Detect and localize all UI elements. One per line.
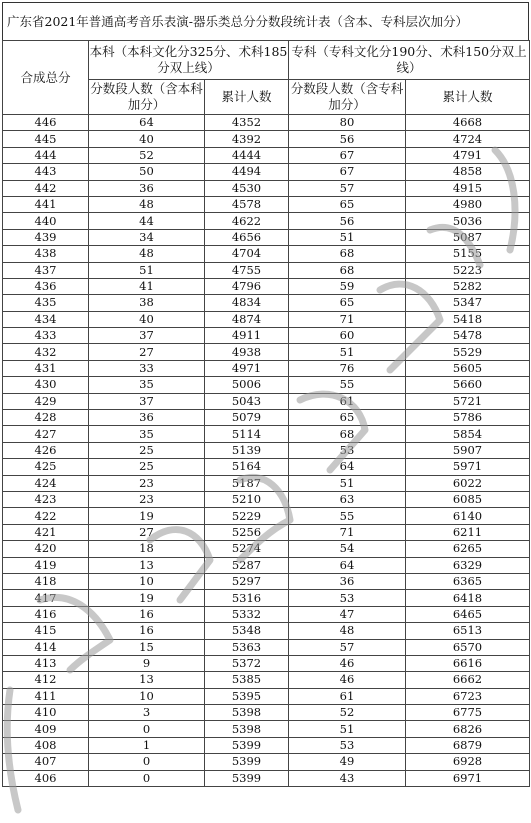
cell-undergrad-cumulative: 5332 [205,606,289,622]
cell-score: 407 [3,754,89,770]
cell-college-cumulative: 6826 [406,721,530,737]
cell-undergrad-segment: 13 [89,672,205,688]
cell-college-segment: 46 [289,655,406,671]
cell-college-segment: 53 [289,737,406,753]
cell-undergrad-cumulative: 4971 [205,360,289,376]
cell-undergrad-cumulative: 4444 [205,147,289,163]
cell-college-cumulative: 4791 [406,147,530,163]
cell-college-cumulative: 5478 [406,328,530,344]
header-undergrad-group: 本科（本科文化分325分、术科185分双上线） [89,41,289,80]
cell-college-cumulative: 6971 [406,770,530,786]
cell-undergrad-segment: 36 [89,410,205,426]
cell-college-cumulative: 5087 [406,229,530,245]
cell-college-segment: 43 [289,770,406,786]
cell-college-segment: 71 [289,524,406,540]
table-row [3,360,530,376]
table-row [3,573,530,589]
table-row [3,196,530,212]
cell-undergrad-cumulative: 4911 [205,328,289,344]
cell-score: 443 [3,164,89,180]
cell-undergrad-cumulative: 5297 [205,573,289,589]
cell-college-cumulative: 4980 [406,196,530,212]
cell-undergrad-segment: 0 [89,721,205,737]
cell-college-segment: 36 [289,573,406,589]
table-row [3,639,530,655]
table-row [3,672,530,688]
cell-college-segment: 64 [289,459,406,475]
cell-college-segment: 68 [289,246,406,262]
cell-college-cumulative: 4668 [406,115,530,131]
cell-college-cumulative: 4724 [406,131,530,147]
cell-college-cumulative: 6928 [406,754,530,770]
cell-score: 415 [3,623,89,639]
cell-undergrad-segment: 34 [89,229,205,245]
cell-undergrad-cumulative: 5139 [205,442,289,458]
table-row [3,213,530,229]
table-row [3,344,530,360]
cell-college-segment: 68 [289,262,406,278]
cell-college-segment: 67 [289,147,406,163]
cell-undergrad-cumulative: 5229 [205,508,289,524]
cell-college-cumulative: 5282 [406,278,530,294]
table-row [3,295,530,311]
cell-undergrad-cumulative: 5385 [205,672,289,688]
cell-college-segment: 51 [289,229,406,245]
cell-college-segment: 55 [289,508,406,524]
cell-score: 440 [3,213,89,229]
score-table-sheet [2,2,529,787]
cell-college-segment: 55 [289,377,406,393]
cell-undergrad-cumulative: 4938 [205,344,289,360]
cell-undergrad-segment: 64 [89,115,205,131]
cell-college-cumulative: 6465 [406,606,530,622]
cell-college-segment: 67 [289,164,406,180]
cell-undergrad-segment: 37 [89,393,205,409]
cell-undergrad-cumulative: 4530 [205,180,289,196]
cell-score: 412 [3,672,89,688]
cell-undergrad-segment: 23 [89,475,205,491]
table-row [3,459,530,475]
cell-score: 422 [3,508,89,524]
cell-college-cumulative: 6329 [406,557,530,573]
cell-score: 428 [3,410,89,426]
cell-college-cumulative: 6085 [406,491,530,507]
cell-undergrad-segment: 41 [89,278,205,294]
table-row [3,262,530,278]
cell-college-segment: 76 [289,360,406,376]
cell-score: 426 [3,442,89,458]
cell-undergrad-cumulative: 5274 [205,541,289,557]
cell-undergrad-cumulative: 4834 [205,295,289,311]
cell-score: 445 [3,131,89,147]
cell-college-cumulative: 6022 [406,475,530,491]
cell-score: 441 [3,196,89,212]
cell-undergrad-segment: 48 [89,246,205,262]
cell-college-cumulative: 4915 [406,180,530,196]
cell-undergrad-segment: 40 [89,311,205,327]
table-row [3,393,530,409]
cell-undergrad-segment: 0 [89,770,205,786]
cell-college-segment: 52 [289,705,406,721]
cell-undergrad-segment: 15 [89,639,205,655]
table-row [3,246,530,262]
header-score: 合成总分 [3,41,89,115]
cell-score: 416 [3,606,89,622]
cell-college-segment: 51 [289,344,406,360]
table-row [3,278,530,294]
cell-undergrad-cumulative: 4352 [205,115,289,131]
cell-undergrad-cumulative: 4874 [205,311,289,327]
cell-college-segment: 65 [289,295,406,311]
cell-college-cumulative: 6365 [406,573,530,589]
cell-college-segment: 47 [289,606,406,622]
cell-score: 446 [3,115,89,131]
cell-score: 439 [3,229,89,245]
cell-college-segment: 49 [289,754,406,770]
cell-score: 438 [3,246,89,262]
table-row [3,754,530,770]
table-row [3,770,530,786]
table-row [3,164,530,180]
cell-score: 429 [3,393,89,409]
cell-college-segment: 48 [289,623,406,639]
cell-undergrad-cumulative: 4755 [205,262,289,278]
cell-undergrad-segment: 25 [89,442,205,458]
cell-college-segment: 56 [289,131,406,147]
cell-college-segment: 60 [289,328,406,344]
cell-undergrad-cumulative: 5399 [205,770,289,786]
cell-undergrad-segment: 9 [89,655,205,671]
cell-score: 435 [3,295,89,311]
cell-college-segment: 64 [289,557,406,573]
table-row [3,229,530,245]
cell-score: 437 [3,262,89,278]
cell-undergrad-cumulative: 5164 [205,459,289,475]
table-row [3,606,530,622]
cell-college-segment: 80 [289,115,406,131]
cell-college-cumulative: 5971 [406,459,530,475]
cell-score: 413 [3,655,89,671]
cell-undergrad-cumulative: 5287 [205,557,289,573]
cell-college-segment: 65 [289,410,406,426]
cell-score: 434 [3,311,89,327]
cell-college-cumulative: 6570 [406,639,530,655]
cell-college-cumulative: 6723 [406,688,530,704]
header-undergrad-cumulative: 累计人数 [205,80,289,115]
cell-score: 414 [3,639,89,655]
table-row [3,131,530,147]
cell-undergrad-cumulative: 5398 [205,705,289,721]
cell-undergrad-segment: 33 [89,360,205,376]
cell-score: 423 [3,491,89,507]
cell-college-cumulative: 6616 [406,655,530,671]
cell-score: 417 [3,590,89,606]
cell-college-segment: 59 [289,278,406,294]
table-row [3,524,530,540]
table-title: 广东省2021年普通高考音乐表演-器乐类总分分数段统计表（含本、专科层次加分） [2,2,529,40]
cell-college-segment: 51 [289,721,406,737]
table-row [3,475,530,491]
cell-score: 442 [3,180,89,196]
cell-college-segment: 65 [289,196,406,212]
cell-undergrad-segment: 0 [89,754,205,770]
cell-undergrad-cumulative: 4704 [205,246,289,262]
cell-score: 427 [3,426,89,442]
cell-college-cumulative: 6418 [406,590,530,606]
cell-college-cumulative: 6265 [406,541,530,557]
cell-undergrad-segment: 48 [89,196,205,212]
cell-college-segment: 54 [289,541,406,557]
cell-undergrad-cumulative: 5399 [205,737,289,753]
cell-undergrad-cumulative: 5399 [205,754,289,770]
table-row [3,705,530,721]
cell-undergrad-cumulative: 5395 [205,688,289,704]
cell-score: 425 [3,459,89,475]
table-row [3,557,530,573]
cell-undergrad-segment: 10 [89,573,205,589]
cell-college-cumulative: 5721 [406,393,530,409]
cell-undergrad-segment: 23 [89,491,205,507]
cell-college-cumulative: 6513 [406,623,530,639]
cell-undergrad-cumulative: 5316 [205,590,289,606]
cell-college-segment: 46 [289,672,406,688]
cell-college-cumulative: 6211 [406,524,530,540]
cell-score: 433 [3,328,89,344]
cell-undergrad-cumulative: 5256 [205,524,289,540]
cell-score: 410 [3,705,89,721]
table-row [3,410,530,426]
cell-undergrad-cumulative: 4656 [205,229,289,245]
header-college-segment: 分数段人数（含专科加分） [289,80,406,115]
cell-undergrad-cumulative: 5210 [205,491,289,507]
header-college-group: 专科（专科文化分190分、术科150分双上线） [289,41,530,80]
cell-undergrad-segment: 16 [89,606,205,622]
cell-college-cumulative: 5223 [406,262,530,278]
table-body [3,115,530,787]
cell-college-cumulative: 5347 [406,295,530,311]
cell-college-cumulative: 6775 [406,705,530,721]
cell-college-cumulative: 5605 [406,360,530,376]
cell-score: 430 [3,377,89,393]
cell-score: 418 [3,573,89,589]
cell-score: 431 [3,360,89,376]
cell-college-segment: 53 [289,590,406,606]
cell-undergrad-cumulative: 5114 [205,426,289,442]
cell-college-segment: 68 [289,426,406,442]
cell-undergrad-cumulative: 5363 [205,639,289,655]
cell-undergrad-segment: 19 [89,590,205,606]
cell-undergrad-segment: 44 [89,213,205,229]
cell-undergrad-segment: 35 [89,377,205,393]
cell-college-cumulative: 5036 [406,213,530,229]
cell-score: 411 [3,688,89,704]
table-row [3,426,530,442]
cell-college-cumulative: 5854 [406,426,530,442]
cell-score: 424 [3,475,89,491]
cell-undergrad-segment: 27 [89,524,205,540]
cell-college-segment: 51 [289,475,406,491]
cell-undergrad-cumulative: 4494 [205,164,289,180]
cell-score: 419 [3,557,89,573]
cell-undergrad-cumulative: 5348 [205,623,289,639]
cell-undergrad-segment: 36 [89,180,205,196]
cell-college-segment: 61 [289,393,406,409]
cell-undergrad-segment: 40 [89,131,205,147]
cell-undergrad-cumulative: 4622 [205,213,289,229]
header-undergrad-segment: 分数段人数（含本科加分） [89,80,205,115]
cell-undergrad-cumulative: 5079 [205,410,289,426]
cell-undergrad-segment: 37 [89,328,205,344]
cell-college-segment: 56 [289,213,406,229]
cell-score: 406 [3,770,89,786]
cell-undergrad-cumulative: 5006 [205,377,289,393]
cell-college-segment: 57 [289,639,406,655]
table-row [3,442,530,458]
cell-score: 421 [3,524,89,540]
header-college-cumulative: 累计人数 [406,80,530,115]
table-row [3,688,530,704]
cell-college-cumulative: 5907 [406,442,530,458]
cell-college-cumulative: 5660 [406,377,530,393]
cell-undergrad-segment: 3 [89,705,205,721]
cell-score: 420 [3,541,89,557]
cell-undergrad-cumulative: 4578 [205,196,289,212]
cell-undergrad-segment: 35 [89,426,205,442]
cell-undergrad-cumulative: 5187 [205,475,289,491]
cell-college-cumulative: 4858 [406,164,530,180]
cell-undergrad-segment: 1 [89,737,205,753]
cell-college-segment: 57 [289,180,406,196]
cell-undergrad-segment: 16 [89,623,205,639]
table-row [3,541,530,557]
table-row [3,147,530,163]
cell-college-segment: 61 [289,688,406,704]
table-row [3,655,530,671]
cell-undergrad-cumulative: 5372 [205,655,289,671]
cell-undergrad-segment: 38 [89,295,205,311]
table-row [3,311,530,327]
table-row [3,377,530,393]
cell-college-cumulative: 6662 [406,672,530,688]
table-row [3,328,530,344]
cell-undergrad-segment: 50 [89,164,205,180]
cell-undergrad-segment: 27 [89,344,205,360]
cell-undergrad-cumulative: 4392 [205,131,289,147]
cell-college-cumulative: 6879 [406,737,530,753]
table-row [3,590,530,606]
table-row [3,180,530,196]
cell-undergrad-segment: 19 [89,508,205,524]
table-row [3,491,530,507]
cell-score: 408 [3,737,89,753]
table-row [3,721,530,737]
cell-college-cumulative: 5786 [406,410,530,426]
cell-undergrad-cumulative: 5043 [205,393,289,409]
cell-college-segment: 71 [289,311,406,327]
cell-undergrad-segment: 25 [89,459,205,475]
cell-undergrad-cumulative: 5398 [205,721,289,737]
cell-college-cumulative: 5418 [406,311,530,327]
cell-undergrad-segment: 51 [89,262,205,278]
cell-college-cumulative: 6140 [406,508,530,524]
cell-undergrad-segment: 52 [89,147,205,163]
cell-undergrad-segment: 18 [89,541,205,557]
table-row [3,623,530,639]
score-distribution-table [2,40,530,787]
cell-undergrad-segment: 13 [89,557,205,573]
cell-undergrad-cumulative: 4796 [205,278,289,294]
cell-score: 409 [3,721,89,737]
cell-score: 432 [3,344,89,360]
cell-college-segment: 63 [289,491,406,507]
table-row [3,508,530,524]
cell-college-cumulative: 5529 [406,344,530,360]
cell-score: 444 [3,147,89,163]
cell-score: 436 [3,278,89,294]
cell-college-cumulative: 5155 [406,246,530,262]
cell-college-segment: 53 [289,442,406,458]
table-row [3,737,530,753]
cell-undergrad-segment: 10 [89,688,205,704]
table-row [3,115,530,131]
